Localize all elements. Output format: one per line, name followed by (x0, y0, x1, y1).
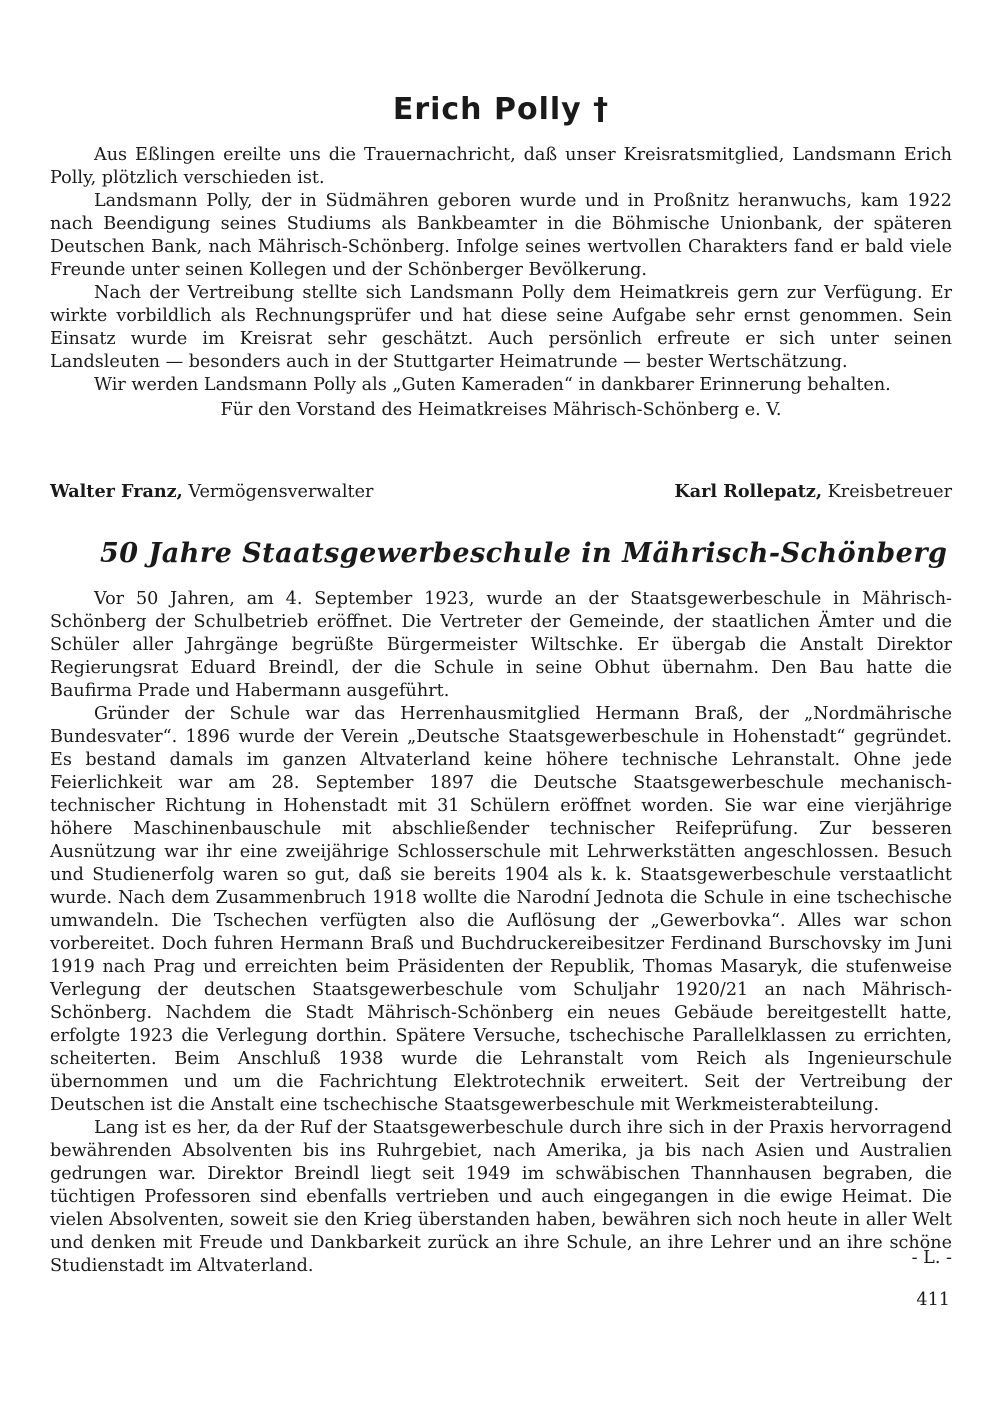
paragraph: Wir werden Landsmann Polly als „Guten Kameraden“ in dankbarer Erinnerung behalten. (94, 375, 891, 395)
signer-right-name: Karl Rollepatz, (674, 481, 823, 502)
closing-line: Für den Vorstand des Heimatkreises Mährisch-Schönberg e. V. (220, 400, 782, 420)
paragraph: Vor 50 Jahren, am 4. September 1923, wurde an der Staatsgewerbeschule in Mährisch-Schönberg der Schulbetrieb eröffnet. Die Vertreter der Gemeinde, der staatlichen Ämter und die Schüler aller Jahrgänge begrüßte Bürgermeister Wiltschke. Er übergab die Anstalt Direktor Regierungsrat Eduard Breindl, der die Schule in seine Obhut übernahm. Den Bau hatte die Baufirma Prade und Habermann ausgeführt. (50, 589, 952, 701)
page-number: 411 (916, 1290, 950, 1310)
author-initials: - L. - (911, 1248, 952, 1268)
signer-left-role: Vermögensverwalter (182, 482, 374, 502)
article-body-staatsgewerbeschule (50, 588, 952, 1278)
signer-left-name: Walter Franz, (50, 481, 183, 502)
paragraph: Lang ist es her, da der Ruf der Staatsgewerbeschule durch ihre sich in der Praxis hervorragend bewährenden Absolventen bis ins Ruhrgebiet, nach Amerika, ja bis nach Asien und Australien gedrungen war. Direktor Breindl liegt seit 1949 im schwäbischen Thannhausen begraben, die tüchtigen Professoren sind ebenfalls vertrieben und auch eingegangen in die ewige Heimat. Die vielen Absolventen, soweit sie den Krieg überstanden haben, bewähren sich noch heute in aller Welt und denken mit Freude und Dankbarkeit zurück an ihre Schule, an ihre Lehrer und an ihre schöne Studienstadt im Altvaterland. (50, 1118, 952, 1276)
paragraph: Gründer der Schule war das Herrenhausmitglied Hermann Braß, der „Nordmährische Bundesvater“. 1896 wurde der Verein „Deutsche Staatsgewerbeschule in Hohenstadt“ gegründet. Es bestand damals im ganzen Altvaterland keine höhere technische Lehranstalt. Ohne jede Feierlichkeit war am 28. September 1897 die Deutsche Staatsgewerbeschule mechanisch-technischer Richtung in Hohenstadt mit 31 Schülern eröffnet worden. Sie war eine vierjährige höhere Maschinenbauschule mit abschließender technischer Reifeprüfung. Zur besseren Ausnützung war ihr eine zweijährige Schlosserschule mit Lehrwerkstätten angeschlossen. Besuch und Studienerfolg waren so gut, daß sie bereits 1904 als k. k. Staatsgewerbeschule verstaatlicht wurde. Nach dem Zusammenbruch 1918 wollte die Narodní Jednota die Schule in eine tschechische umwandeln. Die Tschechen verfügten also die Auflösung der „Gewerbovka“. Alles war schon vorbereitet. Doch fuhren Hermann Braß und Buchdruckereibesitzer Ferdinand Burschovsky im Juni 1919 nach Prag und erreichten beim Präsidenten der Republik, Thomas Masaryk, die stufenweise Verlegung der deutschen Staatsgewerbeschule vom Schuljahr 1920/21 an nach Mährisch-Schönberg. Nachdem die Stadt Mährisch-Schönberg ein neues Gebäude bereitgestellt hatte, erfolgte 1923 die Verlegung dorthin. Spätere Versuche, tschechische Parallelklassen zu errichten, scheiterten. Beim Anschluß 1938 wurde die Lehranstalt vom Reich als Ingenieurschule übernommen und um die Fachrichtung Elektrotechnik erweitert. Seit der Vertreibung der Deutschen ist die Anstalt eine tschechische Staatsgewerbeschule mit Werkmeisterabteilung. (50, 704, 952, 1115)
signer-right-role: Kreisbetreuer (822, 482, 952, 502)
signature-line (50, 480, 952, 504)
paragraph: Aus Eßlingen ereilte uns die Trauernachricht, daß unser Kreisratsmitglied, Landsmann Erich Polly, plötzlich verschieden ist. (50, 145, 952, 188)
article-title-erich-polly: Erich Polly † (392, 92, 610, 127)
signer-left (50, 480, 373, 504)
article-body-erich-polly (50, 144, 952, 422)
signer-right (674, 480, 952, 504)
paragraph: Landsmann Polly, der in Südmähren geboren wurde und in Proßnitz heranwuchs, kam 1922 nach Beendigung seines Studiums als Bankbeamter in die Böhmische Unionbank, der späteren Deutschen Bank, nach Mährisch-Schönberg. Infolge seines wertvollen Charakters fand er bald viele Freunde unter seinen Kollegen und der Schönberger Bevölkerung. (50, 191, 952, 280)
paragraph: Nach der Vertreibung stellte sich Landsmann Polly dem Heimatkreis gern zur Verfügung. Er wirkte vorbildlich als Rechnungsprüfer und hat diese seine Aufgabe sehr ernst genommen. Sein Einsatz wurde im Kreisrat sehr geschätzt. Auch persönlich erfreute er sich unter seinen Landsleuten — besonders auch in der Stuttgarter Heimatrunde — bester Wertschätzung. (50, 283, 952, 372)
article-title-staatsgewerbeschule: 50 Jahre Staatsgewerbeschule in Mährisch-Schönberg (100, 538, 948, 569)
